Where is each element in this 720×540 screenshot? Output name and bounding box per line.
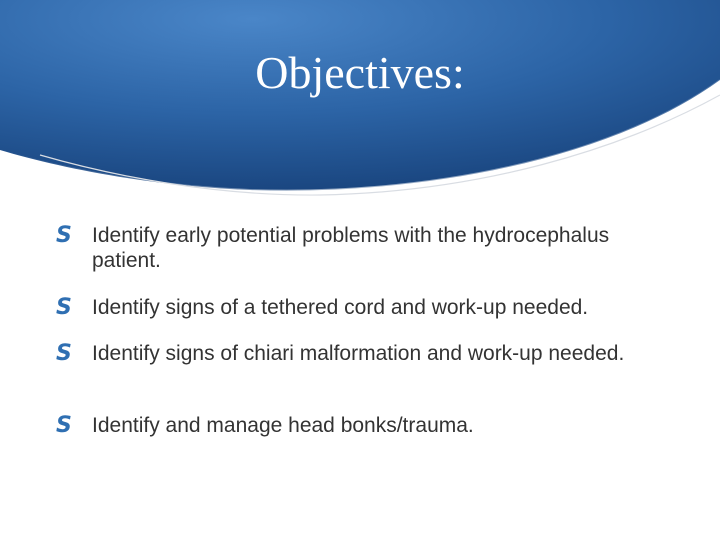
s-bullet-icon: S [56, 413, 72, 438]
slide-title: Objectives: [255, 47, 465, 98]
list-item-text: Identify signs of a tethered cord and work-up needed. [92, 296, 589, 319]
s-bullet-icon: S [56, 223, 72, 248]
list-item [56, 341, 676, 366]
list-item [56, 413, 676, 438]
list-item-text: Identify signs of chiari malformation and work-up needed. [92, 342, 625, 365]
s-bullet-icon: S [56, 341, 72, 366]
list-item [56, 223, 676, 273]
list-item-text: Identify early potential problems with the hydrocephalus patient. [92, 224, 610, 272]
list-item [56, 295, 676, 320]
list-item-text: Identify and manage head bonks/trauma. [92, 414, 474, 437]
s-bullet-icon: S [56, 295, 72, 320]
